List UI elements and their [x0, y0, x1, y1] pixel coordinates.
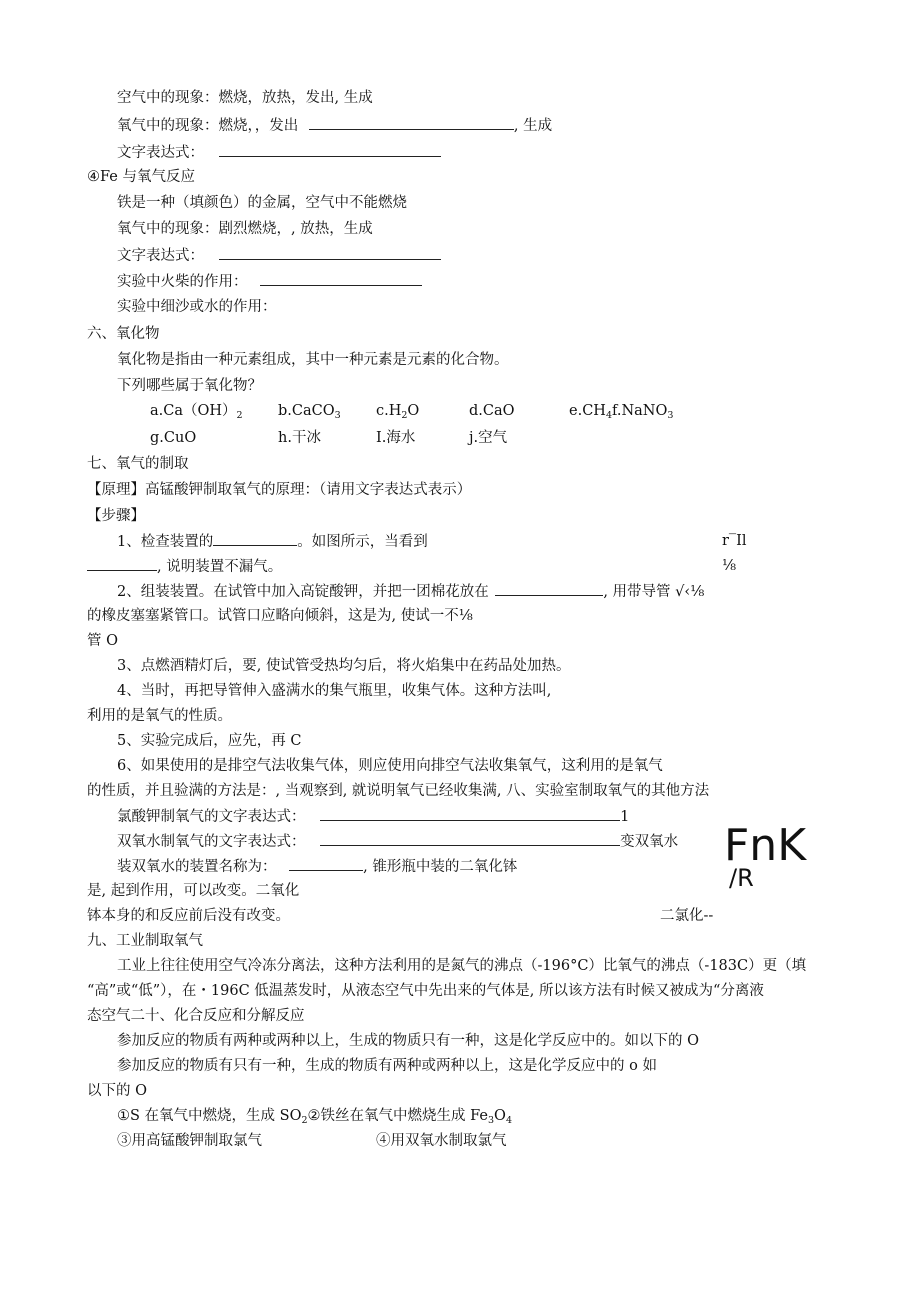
step-2-text-tail: , 用带导管 √‹⅛: [603, 584, 705, 600]
match-role-label: 实验中火柴的作用：: [117, 274, 248, 290]
equation-label: 双氧水制氧气的文字表达式：: [117, 834, 306, 850]
subscript: 3: [488, 1115, 495, 1126]
line-principle: 【原理】高锰酸钾制取氧气的原理：（请用文字表达式表示）: [87, 482, 472, 498]
option-e-f[interactable]: [569, 401, 673, 426]
option-h[interactable]: h.干冰: [278, 430, 321, 446]
line-step-4-cont: 利用的是氧气的性质。: [87, 708, 232, 724]
line-step-6-cont: 的性质，并且验满的方法是：, 当观察到, 就说明氧气已经收集满, 八、实验室制取氧气的其他方法: [87, 783, 710, 799]
line-decomposition-reaction: 参加反应的物质有只有一种，生成的物质有两种或两种以上，这是化学反应中的 o 如: [117, 1058, 657, 1074]
subscript: 3: [667, 410, 674, 421]
figure-fragment-1: r‾Il: [722, 533, 747, 549]
answer-blank[interactable]: [213, 531, 297, 546]
line-step-1: [117, 531, 428, 552]
answer-blank[interactable]: [260, 271, 422, 286]
line-catalyst-cont: 钵本身的和反应前后没有改变。: [87, 908, 290, 924]
example-3: ③用高锰酸钾制取氯气: [117, 1133, 262, 1149]
oxygen-phenomenon-tail: , 生成: [513, 118, 553, 134]
example-4: ④用双氧水制取氯气: [376, 1133, 507, 1149]
option-a[interactable]: [150, 401, 243, 426]
line-apparatus-name: [117, 856, 517, 877]
step-1-text-tail: 。如图所示，当看到: [297, 534, 428, 550]
option-d[interactable]: d.CaO: [469, 403, 515, 419]
apparatus-text-tail: , 锥形瓶中装的二氧化钵: [363, 859, 518, 875]
answer-blank[interactable]: [219, 142, 441, 157]
subscript: 4: [605, 410, 612, 421]
subscript: 2: [401, 410, 408, 421]
heading-industrial: 九、工业制取氧气: [87, 933, 203, 949]
line-combination-reaction: 参加反应的物质有两种或两种以上，生成的物质只有一种，这是化学反应中的。如以下的 O: [117, 1033, 699, 1049]
heading-fe-oxygen: ④Fe 与氧气反应: [87, 169, 195, 185]
option-b-text: b.CaCO: [278, 403, 335, 419]
step-1-text: 1、检查装置的: [117, 534, 214, 550]
oxygen-phenomenon-text: 氧气中的现象：燃烧，，发出: [117, 118, 299, 134]
line-reaction-examples-1: [117, 1106, 512, 1131]
answer-blank[interactable]: [495, 581, 603, 596]
subscript: 2: [236, 410, 243, 421]
fragment-text: 变双氧水: [620, 834, 679, 850]
line-iron-phenomenon: 氧气中的现象：剧烈燃烧，, 放热，生成: [117, 221, 373, 237]
answer-blank[interactable]: [87, 556, 157, 571]
line-decomposition-cont: 以下的 O: [87, 1083, 147, 1099]
figure-label-fragment: 二氯化--: [660, 908, 714, 924]
line-oxide-definition: 氧化物是指由一种元素组成，其中一种元素是元素的化合物。: [117, 352, 509, 368]
line-word-equation-2: [117, 245, 441, 266]
figure-fragment-medium: /R: [729, 864, 754, 892]
line-potassium-chlorate-equation: [117, 806, 629, 827]
option-g[interactable]: g.CuO: [150, 430, 197, 446]
line-step-2-end: 管 O: [87, 633, 118, 649]
line-industrial-2: “高”或“低”），在・196C 低温蒸发时，从液态空气中先出来的气体是, 所以该方法有时候又被成为“分离液: [87, 983, 764, 999]
subscript: 3: [334, 410, 341, 421]
figure-fragment-large: FnK: [724, 820, 807, 871]
heading-oxygen-preparation: 七、氧气的制取: [87, 456, 189, 472]
line-iron-color: 铁是一种（填颜色）的金属，空气中不能燃烧: [117, 195, 407, 211]
line-catalyst: 是, 起到作用，可以改变。二氧化: [87, 883, 300, 899]
heading-steps: 【步骤】: [87, 508, 145, 524]
example-1-text: ①S 在氧气中燃烧，生成 SO: [117, 1108, 302, 1124]
line-oxide-question: 下列哪些属于氧化物？: [117, 378, 262, 394]
option-j[interactable]: j.空气: [469, 430, 508, 446]
line-sand-water-role: 实验中细沙或水的作用：: [117, 299, 277, 315]
word-equation-label: 文字表达式：: [117, 248, 204, 264]
word-equation-label: 文字表达式：: [117, 145, 204, 161]
line-air-phenomenon: 空气中的现象：燃烧，放热，发出, 生成: [117, 90, 373, 106]
line-step-3: 3、点燃酒精灯后，要, 使试管受热均匀后，将火焰集中在药品处加热。: [117, 658, 571, 674]
answer-blank[interactable]: [320, 831, 620, 846]
option-c-text-tail: O: [407, 403, 420, 419]
option-f-text: f.NaNO: [611, 403, 668, 419]
option-c[interactable]: [376, 401, 419, 426]
option-i[interactable]: I.海水: [376, 430, 416, 446]
option-c-text: c.H: [376, 403, 402, 419]
fragment-text: 1: [620, 809, 630, 825]
step-1-cont-text: , 说明装置不漏气。: [157, 559, 283, 575]
line-step-5: 5、实验完成后，应先，再 C: [117, 733, 302, 749]
step-2-text: 2、组装装置。在试管中加入高锭酸钾，并把一团棉花放在: [117, 584, 489, 600]
option-a-text: a.Ca（OH）: [150, 403, 237, 419]
subscript: 4: [505, 1115, 512, 1126]
line-step-6: 6、如果使用的是排空气法收集气体，则应使用向排空气法收集氧气，这利用的是氧气: [117, 758, 663, 774]
answer-blank[interactable]: [309, 115, 514, 130]
figure-fragment-2: ⅛: [722, 558, 737, 574]
line-step-1-cont: [87, 556, 282, 577]
line-match-role: [117, 271, 422, 292]
answer-blank[interactable]: [320, 806, 620, 821]
example-2-text-tail: O: [494, 1108, 506, 1124]
subscript: 2: [301, 1115, 308, 1126]
line-oxygen-phenomenon: [117, 115, 552, 136]
equation-label: 氯酸钾制氧气的文字表达式：: [117, 809, 306, 825]
line-word-equation-1: [117, 142, 441, 163]
line-industrial-3: 态空气二十、化合反应和分解反应: [87, 1008, 305, 1024]
heading-oxides: 六、氧化物: [87, 326, 160, 342]
line-step-2: [117, 581, 704, 602]
option-b[interactable]: [278, 401, 341, 426]
line-industrial-1: 工业上往往使用空气冷冻分离法，这种方法利用的是氮气的沸点（-196°C）比氧气的沸点（-183C）更（填: [117, 958, 807, 974]
option-e-text: e.CH: [569, 403, 606, 419]
line-hydrogen-peroxide-equation: [117, 831, 678, 852]
answer-blank[interactable]: [219, 245, 441, 260]
line-step-4: 4、当时，再把导管伸入盛满水的集气瓶里，收集气体。这种方法叫,: [117, 683, 552, 699]
line-step-2-cont: 的橡皮塞塞紧管口。试管口应略向倾斜，这是为, 使试一不⅛: [87, 608, 473, 624]
example-2-text: ②铁丝在氧气中燃烧生成 Fe: [307, 1108, 488, 1124]
apparatus-label: 装双氧水的装置名称为：: [117, 859, 277, 875]
answer-blank[interactable]: [289, 856, 363, 871]
